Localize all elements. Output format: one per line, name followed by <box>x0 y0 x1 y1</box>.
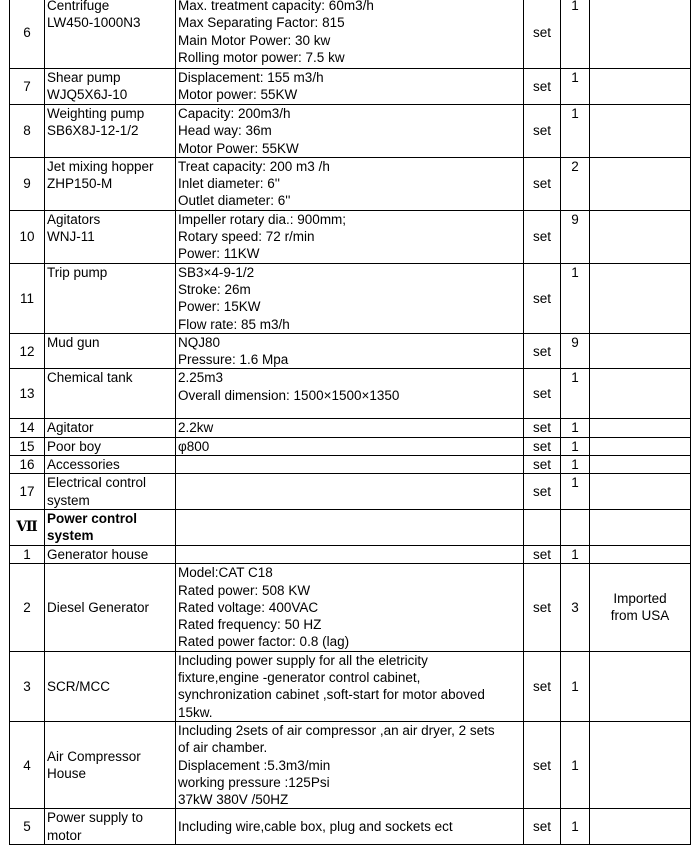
item-name-cell <box>45 721 176 808</box>
item-spec-line: Motor Power: 55KW <box>178 140 299 156</box>
item-note-cell <box>590 419 691 437</box>
item-spec-line: Flow rate: 85 m3/h <box>178 316 290 332</box>
item-name-cell <box>45 210 176 263</box>
item-name-line: LW450-1000N3 <box>47 15 141 31</box>
item-spec-line: Motor power: 55KW <box>178 87 298 103</box>
item-name-line: Diesel Generator <box>47 599 150 615</box>
table-row <box>10 564 691 651</box>
item-number: 9 <box>23 176 31 192</box>
item-unit-cell <box>524 369 561 419</box>
item-spec-cell <box>176 545 524 563</box>
item-spec-cell <box>176 809 524 845</box>
item-number-cell <box>10 809 45 845</box>
item-name-cell <box>45 0 176 69</box>
table-row <box>10 809 691 845</box>
item-note-cell <box>590 809 691 845</box>
item-qty-cell <box>561 564 590 651</box>
item-unit-cell <box>524 721 561 808</box>
item-spec-cell <box>176 369 524 419</box>
item-note-cell <box>590 69 691 105</box>
item-spec-line: Pressure: 1.6 Mpa <box>178 352 289 368</box>
table-row <box>10 263 691 333</box>
item-unit: set <box>532 343 551 359</box>
table-row <box>10 210 691 263</box>
empty-cell <box>590 509 691 545</box>
item-name-line: WNJ-11 <box>47 229 95 245</box>
item-unit: set <box>532 176 551 192</box>
item-unit-cell <box>524 474 561 510</box>
item-qty-cell <box>561 474 590 510</box>
item-number: 1 <box>23 546 31 562</box>
item-spec-line: synchronization cabinet ,soft-start for motor aboved <box>178 687 485 703</box>
item-qty-cell <box>561 809 590 845</box>
item-qty-cell <box>561 0 590 69</box>
item-qty-cell <box>561 651 590 721</box>
item-number-cell <box>10 69 45 105</box>
item-spec-line: Displacement: 155 m3/h <box>178 70 324 85</box>
item-spec-line: Head way: 36m <box>178 123 272 139</box>
item-qty-cell <box>561 721 590 808</box>
item-qty-cell <box>561 333 590 369</box>
item-spec-cell <box>176 263 524 333</box>
item-spec-line: working pressure :125Psi <box>178 774 330 790</box>
item-spec-cell <box>176 437 524 455</box>
item-number: 12 <box>19 343 35 359</box>
section-row <box>10 509 691 545</box>
item-name-cell <box>45 545 176 563</box>
item-unit: set <box>532 386 551 402</box>
item-note-cell <box>590 263 691 333</box>
item-note-cell <box>590 651 691 721</box>
item-unit: set <box>532 457 551 473</box>
item-qty-cell <box>561 437 590 455</box>
item-unit-cell <box>524 157 561 210</box>
item-number: 13 <box>19 386 35 402</box>
item-spec-line: Model:CAT C18 <box>178 565 273 581</box>
item-unit-cell <box>524 263 561 333</box>
item-name-cell <box>45 651 176 721</box>
item-name-cell <box>45 564 176 651</box>
item-number-cell <box>10 333 45 369</box>
table-row <box>10 545 691 563</box>
item-qty: 1 <box>571 438 579 454</box>
item-spec-line: Capacity: 200m3/h <box>178 106 291 121</box>
item-number: 10 <box>19 229 35 245</box>
item-unit: set <box>532 24 551 40</box>
item-note-cell <box>590 545 691 563</box>
item-name-cell <box>45 263 176 333</box>
item-note-cell <box>590 333 691 369</box>
item-spec-line: Max. treatment capacity: 60m3/h <box>178 0 374 13</box>
item-spec-line: Rolling motor power: 7.5 kw <box>178 49 345 65</box>
item-unit: set <box>532 420 551 436</box>
table-row <box>10 157 691 210</box>
item-unit-cell <box>524 437 561 455</box>
table-row <box>10 419 691 437</box>
item-note-cell <box>590 105 691 158</box>
item-spec-cell <box>176 651 524 721</box>
item-name-line: Electrical control <box>47 475 147 491</box>
item-number: 2 <box>23 599 31 615</box>
item-unit-cell <box>524 545 561 563</box>
item-qty: 9 <box>571 334 579 350</box>
table-row <box>10 456 691 474</box>
section-title-line: system <box>47 528 94 544</box>
item-qty: 1 <box>571 0 579 13</box>
item-number: 11 <box>19 290 34 306</box>
table-row <box>10 69 691 105</box>
item-name-line: motor <box>47 827 82 843</box>
item-qty: 1 <box>571 546 579 562</box>
table-row <box>10 651 691 721</box>
item-note-cell <box>590 0 691 69</box>
item-number-cell <box>10 437 45 455</box>
table-row <box>10 437 691 455</box>
item-name-cell <box>45 157 176 210</box>
item-number-cell <box>10 369 45 419</box>
item-name-line: SCR/MCC <box>47 678 110 694</box>
item-note-line: from USA <box>610 608 670 624</box>
item-name-line: system <box>47 492 90 508</box>
section-number: Ⅶ <box>16 518 38 535</box>
item-spec-line: Including 2sets of air compressor ,an air dryer, 2 sets <box>178 722 495 738</box>
item-spec-cell <box>176 105 524 158</box>
item-name-line: WJQ5X6J-10 <box>47 87 128 103</box>
item-number: 4 <box>23 757 31 773</box>
section-number-cell <box>10 509 45 545</box>
item-unit: set <box>532 438 551 454</box>
item-unit: set <box>532 678 551 694</box>
item-number: 5 <box>23 819 31 835</box>
item-spec-cell <box>176 157 524 210</box>
item-spec-cell <box>176 333 524 369</box>
item-spec-line: Max Separating Factor: 815 <box>178 15 345 31</box>
item-note-cell <box>590 157 691 210</box>
table-row <box>10 474 691 510</box>
item-spec-line: Including power supply for all the eletricity <box>178 652 428 668</box>
item-name-cell <box>45 474 176 510</box>
item-number: 16 <box>19 457 35 473</box>
item-name-line: Jet mixing hopper <box>47 158 154 174</box>
item-spec-line: Rated power: 508 KW <box>178 582 311 598</box>
item-name-line: Generator house <box>47 546 149 562</box>
item-qty: 9 <box>571 211 579 227</box>
item-name-line: ZHP150-M <box>47 176 113 192</box>
item-qty: 3 <box>571 599 579 615</box>
item-qty: 1 <box>571 678 579 694</box>
item-note-line: Imported <box>613 591 667 607</box>
item-spec-line: 15kw. <box>178 704 213 720</box>
item-spec-line: 37kW 380V /50HZ <box>178 792 289 808</box>
item-name-line: Agitators <box>47 211 101 227</box>
item-qty: 2 <box>571 158 579 174</box>
item-spec-line: SB3×4-9-1/2 <box>178 264 255 280</box>
item-unit-cell <box>524 564 561 651</box>
item-note-cell <box>590 721 691 808</box>
item-name-line: Air Compressor <box>47 748 141 764</box>
item-unit: set <box>532 483 551 499</box>
item-qty-cell <box>561 419 590 437</box>
item-unit: set <box>532 123 551 139</box>
item-spec-line: φ800 <box>178 438 210 454</box>
item-spec-line: Displacement :5.3m3/min <box>178 757 331 773</box>
item-number-cell <box>10 210 45 263</box>
item-spec-cell <box>176 474 524 510</box>
item-number-cell <box>10 474 45 510</box>
item-name-cell <box>45 437 176 455</box>
item-name-cell <box>45 333 176 369</box>
item-name-cell <box>45 419 176 437</box>
item-spec-line: Rated frequency: 50 HZ <box>178 617 322 633</box>
item-unit-cell <box>524 456 561 474</box>
item-name-line: Weighting pump <box>47 106 145 121</box>
item-unit: set <box>532 546 551 562</box>
item-note-cell <box>590 210 691 263</box>
item-name-line: Agitator <box>47 420 94 436</box>
item-unit-cell <box>524 651 561 721</box>
item-number-cell <box>10 721 45 808</box>
item-name-cell <box>45 69 176 105</box>
table-row <box>10 333 691 369</box>
empty-cell <box>524 509 561 545</box>
item-qty: 1 <box>571 106 579 121</box>
item-number-cell <box>10 419 45 437</box>
item-number: 6 <box>23 24 31 40</box>
table-row <box>10 369 691 419</box>
item-number-cell <box>10 157 45 210</box>
item-name-line: Trip pump <box>47 264 108 280</box>
item-qty: 1 <box>571 457 579 473</box>
item-spec-line: Including wire,cable box, plug and sockets ect <box>178 819 453 835</box>
item-spec-line: Power: 11KW <box>178 246 260 262</box>
item-name-line: Poor boy <box>47 438 102 454</box>
item-spec-line: Rotary speed: 72 r/min <box>178 229 315 245</box>
item-note-cell <box>590 437 691 455</box>
item-spec-line: NQJ80 <box>178 334 221 350</box>
item-number: 8 <box>23 123 31 139</box>
item-spec-line: of air chamber. <box>178 740 268 756</box>
table-row <box>10 105 691 158</box>
item-spec-line: 2.25m3 <box>178 370 224 386</box>
item-number: 14 <box>19 420 35 436</box>
item-number: 15 <box>19 438 35 454</box>
item-unit-cell <box>524 333 561 369</box>
item-name-line: Centrifuge <box>47 0 110 13</box>
item-number-cell <box>10 564 45 651</box>
item-spec-line: Power: 15KW <box>178 299 261 315</box>
item-name-line: Chemical tank <box>47 370 133 386</box>
item-spec-cell <box>176 419 524 437</box>
item-name-cell <box>45 809 176 845</box>
item-unit: set <box>532 78 551 94</box>
item-spec-cell <box>176 456 524 474</box>
item-spec-line: fixture,engine -generator control cabinet, <box>178 670 421 686</box>
equipment-table <box>9 0 691 845</box>
item-unit-cell <box>524 0 561 69</box>
item-name-cell <box>45 456 176 474</box>
item-qty-cell <box>561 545 590 563</box>
item-qty-cell <box>561 369 590 419</box>
section-title-line: Power control <box>47 511 138 527</box>
item-qty-cell <box>561 210 590 263</box>
item-spec-line: Overall dimension: 1500×1500×1350 <box>178 387 400 403</box>
item-number: 7 <box>23 78 31 94</box>
item-qty-cell <box>561 69 590 105</box>
item-spec-cell <box>176 721 524 808</box>
item-name-line: House <box>47 766 87 782</box>
table-row <box>10 721 691 808</box>
item-qty: 1 <box>571 70 579 85</box>
item-unit-cell <box>524 105 561 158</box>
empty-cell <box>176 509 524 545</box>
item-qty-cell <box>561 157 590 210</box>
table-row <box>10 0 691 69</box>
item-number-cell <box>10 105 45 158</box>
item-spec-line: Main Motor Power: 30 kw <box>178 32 331 48</box>
item-qty: 1 <box>571 757 579 773</box>
section-title-cell <box>45 509 176 545</box>
item-unit-cell <box>524 419 561 437</box>
item-name-line: SB6X8J-12-1/2 <box>47 123 139 139</box>
item-spec-line: Rated power factor: 0.8 (lag) <box>178 634 350 650</box>
item-number: 17 <box>19 483 35 499</box>
item-name-line: Accessories <box>47 457 120 473</box>
item-unit: set <box>532 757 551 773</box>
item-unit: set <box>532 229 551 245</box>
item-unit: set <box>532 599 551 615</box>
item-qty: 1 <box>571 370 579 386</box>
item-qty: 1 <box>571 264 579 280</box>
item-qty: 1 <box>571 819 579 835</box>
item-spec-line: Outlet diameter: 6'' <box>178 193 291 209</box>
item-spec-cell <box>176 0 524 69</box>
item-qty-cell <box>561 105 590 158</box>
item-number-cell <box>10 651 45 721</box>
item-spec-cell <box>176 564 524 651</box>
item-qty-cell <box>561 456 590 474</box>
item-name-cell <box>45 369 176 419</box>
item-note-cell <box>590 456 691 474</box>
item-spec-line: Impeller rotary dia.: 900mm; <box>178 211 347 227</box>
empty-cell <box>561 509 590 545</box>
item-spec-cell <box>176 210 524 263</box>
item-spec-line: Stroke: 26m <box>178 281 251 297</box>
item-number-cell <box>10 545 45 563</box>
item-spec-line: Treat capacity: 200 m3 /h <box>178 158 330 174</box>
item-unit-cell <box>524 69 561 105</box>
item-note-cell <box>590 474 691 510</box>
item-name-line: Shear pump <box>47 70 121 85</box>
item-unit-cell <box>524 809 561 845</box>
item-spec-line: Inlet diameter: 6'' <box>178 176 280 192</box>
item-name-line: Power supply to <box>47 810 144 826</box>
item-spec-line: Rated voltage: 400VAC <box>178 599 319 615</box>
item-qty-cell <box>561 263 590 333</box>
item-note-cell <box>590 369 691 419</box>
item-number-cell <box>10 456 45 474</box>
item-spec-line: 2.2kw <box>178 420 214 436</box>
item-note-cell <box>590 564 691 651</box>
item-unit-cell <box>524 210 561 263</box>
item-unit: set <box>532 290 551 306</box>
item-name-line: Mud gun <box>47 334 100 350</box>
item-number: 3 <box>23 678 31 694</box>
item-unit: set <box>532 819 551 835</box>
item-number-cell <box>10 263 45 333</box>
item-qty: 1 <box>571 475 579 491</box>
item-qty: 1 <box>571 420 579 436</box>
item-spec-cell <box>176 69 524 105</box>
item-number-cell <box>10 0 45 69</box>
item-name-cell <box>45 105 176 158</box>
